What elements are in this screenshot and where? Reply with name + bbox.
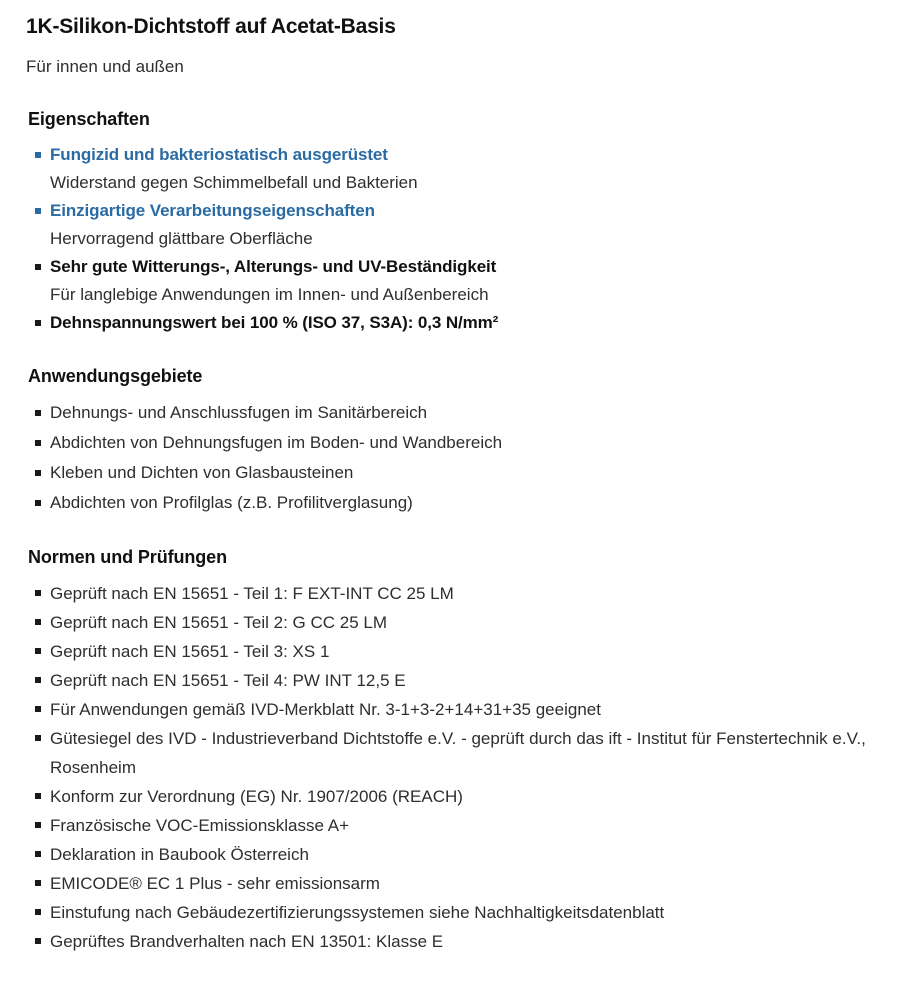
bullet-list	[26, 141, 878, 337]
list-item-text: Geprüft nach EN 15651 - Teil 4: PW INT 12,5 E	[50, 671, 406, 690]
list-item-text: Geprüft nach EN 15651 - Teil 3: XS 1	[50, 642, 330, 661]
list-item-text: Geprüft nach EN 15651 - Teil 2: G CC 25 LM	[50, 613, 388, 632]
square-bullet-icon	[35, 735, 41, 741]
square-bullet-icon	[35, 822, 41, 828]
section-eigenschaften	[26, 108, 878, 337]
list-item	[26, 398, 878, 428]
list-item	[26, 840, 878, 869]
list-item	[26, 608, 878, 637]
list-item-text: EMICODE® EC 1 Plus - sehr emissionsarm	[50, 874, 380, 893]
square-bullet-icon	[35, 500, 41, 506]
square-bullet-icon	[35, 619, 41, 625]
square-bullet-icon	[35, 208, 41, 214]
section-heading: Anwendungsgebiete	[28, 366, 203, 386]
list-item	[26, 695, 878, 724]
list-item	[26, 197, 878, 253]
square-bullet-icon	[35, 264, 41, 270]
square-bullet-icon	[35, 706, 41, 712]
list-item	[26, 666, 878, 695]
list-item	[26, 579, 878, 608]
list-item	[26, 309, 878, 337]
section-heading: Normen und Prüfungen	[28, 547, 227, 567]
list-item-text: Fungizid und bakteriostatisch ausgerüstet	[50, 145, 388, 164]
square-bullet-icon	[35, 410, 41, 416]
square-bullet-icon	[35, 909, 41, 915]
bullet-list	[26, 398, 878, 518]
sections-container	[26, 108, 878, 956]
list-item	[26, 724, 878, 782]
list-item	[26, 253, 878, 309]
square-bullet-icon	[35, 440, 41, 446]
list-item-text: Abdichten von Dehnungsfugen im Boden- und Wandbereich	[50, 433, 503, 452]
list-item-subtext: Hervorragend glättbare Oberfläche	[50, 229, 313, 248]
square-bullet-icon	[35, 880, 41, 886]
list-item	[26, 782, 878, 811]
list-item	[26, 488, 878, 518]
list-item-text: Geprüftes Brandverhalten nach EN 13501: Klasse E	[50, 932, 444, 951]
list-item	[26, 141, 878, 197]
list-item-subtext: Widerstand gegen Schimmelbefall und Bakterien	[50, 173, 418, 192]
section-heading: Eigenschaften	[28, 109, 150, 129]
list-item	[26, 869, 878, 898]
page-subtitle: Für innen und außen	[26, 57, 184, 76]
square-bullet-icon	[35, 590, 41, 596]
square-bullet-icon	[35, 152, 41, 158]
square-bullet-icon	[35, 938, 41, 944]
list-item-text: Geprüft nach EN 15651 - Teil 1: F EXT-INT CC 25 LM	[50, 584, 454, 603]
list-item-subtext: Für langlebige Anwendungen im Innen- und Außenbereich	[50, 285, 489, 304]
list-item-text: Dehnspannungswert bei 100 % (ISO 37, S3A): 0,3 N/mm²	[50, 313, 499, 332]
square-bullet-icon	[35, 470, 41, 476]
list-item-text: Einzigartige Verarbeitungseigenschaften	[50, 201, 375, 220]
section-normen-und-prufungen	[26, 546, 878, 956]
list-item	[26, 811, 878, 840]
list-item-text: Einstufung nach Gebäudezertifizierungssystemen siehe Nachhaltigkeitsdatenblatt	[50, 903, 665, 922]
square-bullet-icon	[35, 793, 41, 799]
list-item-text: Dehnungs- und Anschlussfugen im Sanitärbereich	[50, 403, 428, 422]
list-item	[26, 458, 878, 488]
list-item	[26, 428, 878, 458]
list-item-text: Kleben und Dichten von Glasbausteinen	[50, 463, 354, 482]
list-item-text: Französische VOC-Emissionsklasse A+	[50, 816, 350, 835]
square-bullet-icon	[35, 320, 41, 326]
list-item	[26, 637, 878, 666]
list-item-text: Für Anwendungen gemäß IVD-Merkblatt Nr. 3-1+3-2+14+31+35 geeignet	[50, 700, 601, 719]
list-item-text: Abdichten von Profilglas (z.B. Profilitverglasung)	[50, 493, 413, 512]
list-item-text: Deklaration in Baubook Österreich	[50, 845, 309, 864]
square-bullet-icon	[35, 677, 41, 683]
bullet-list	[26, 579, 878, 956]
section-anwendungsgebiete	[26, 365, 878, 518]
list-item	[26, 898, 878, 927]
list-item-text: Gütesiegel des IVD - Industrieverband Dichtstoffe e.V. - geprüft durch das ift - Institut für Fenstertechnik e.V., Rosenheim	[50, 729, 866, 777]
page-title: 1K-Silikon-Dichtstoff auf Acetat-Basis	[26, 15, 396, 38]
list-item	[26, 927, 878, 956]
square-bullet-icon	[35, 851, 41, 857]
square-bullet-icon	[35, 648, 41, 654]
list-item-text: Sehr gute Witterungs-, Alterungs- und UV-Beständigkeit	[50, 257, 497, 276]
list-item-text: Konform zur Verordnung (EG) Nr. 1907/2006 (REACH)	[50, 787, 463, 806]
